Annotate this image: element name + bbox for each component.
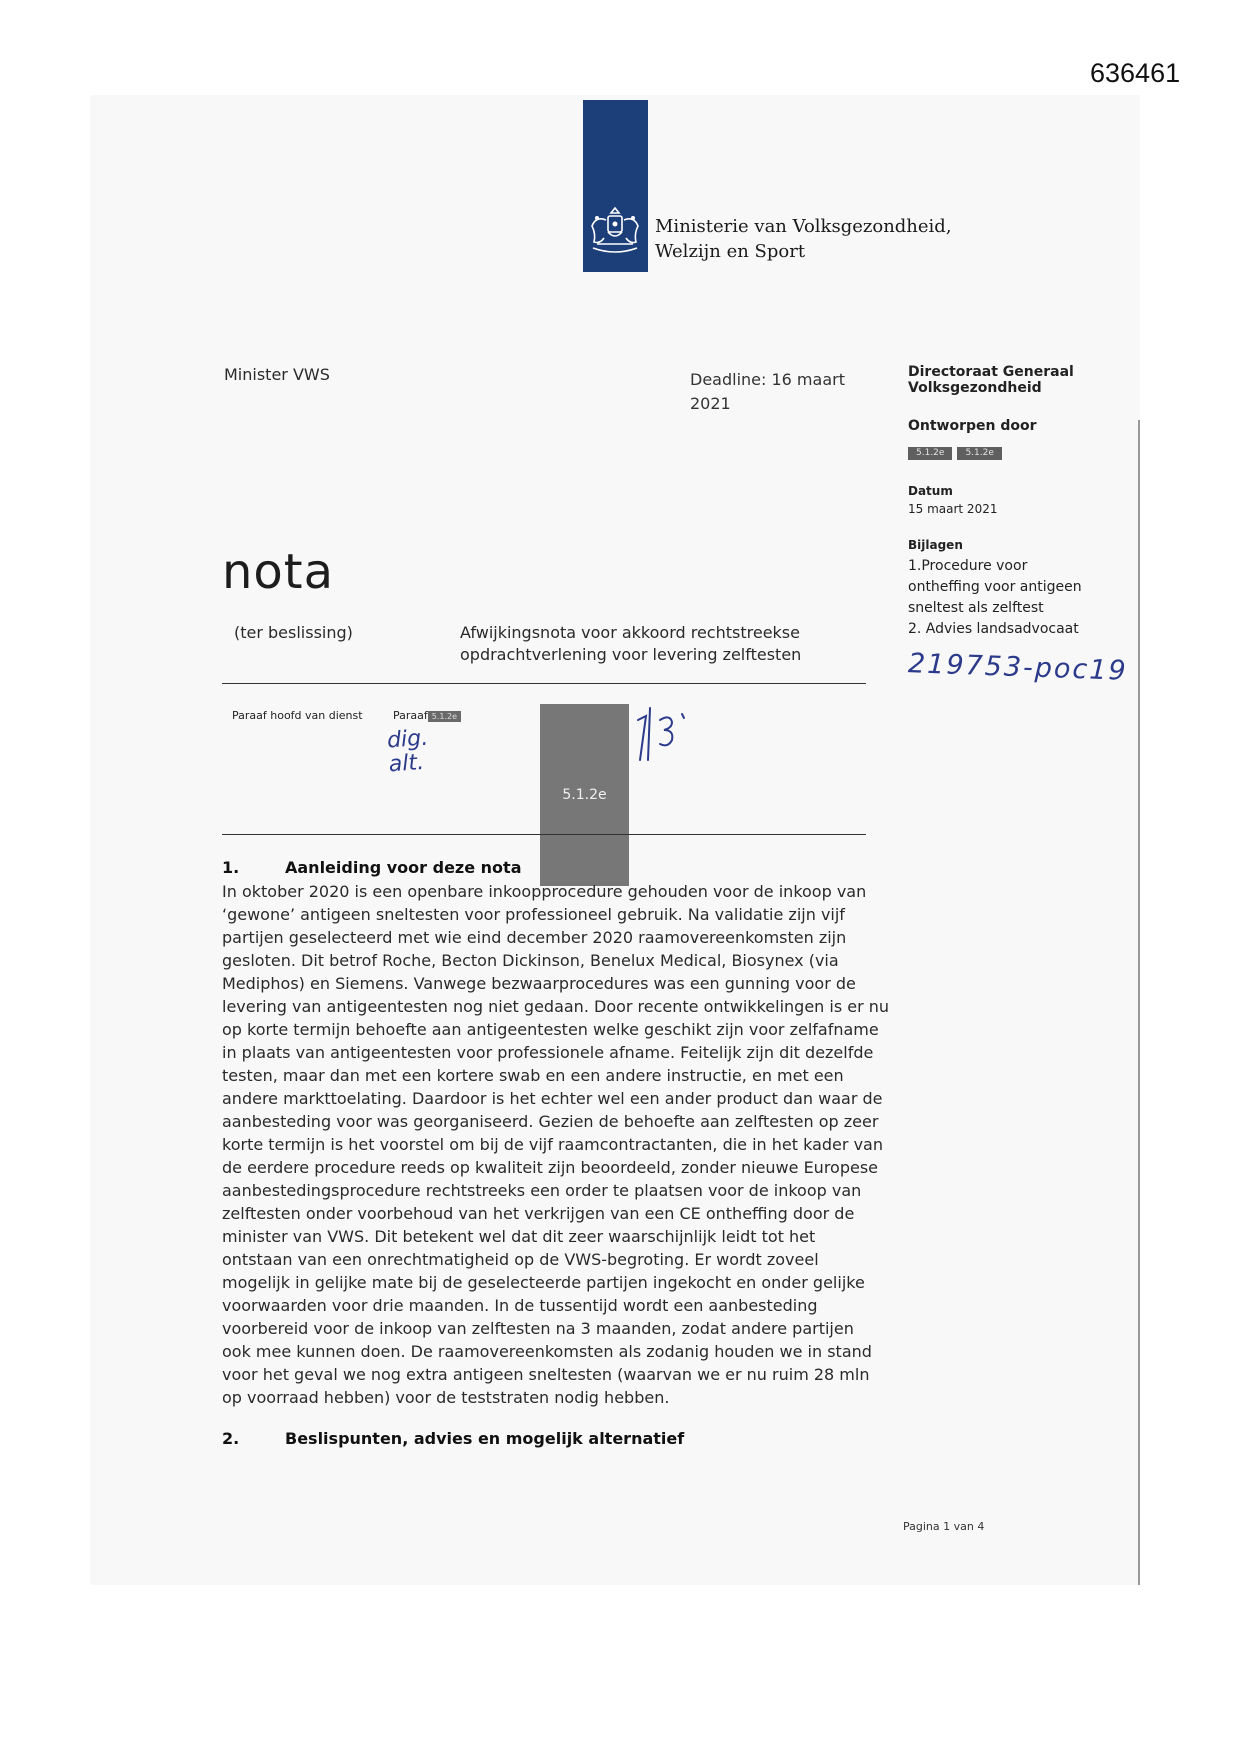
document-type: (ter beslissing) — [234, 623, 353, 642]
body-line: In oktober 2020 is een openbare inkoopprocedure gehouden voor de inkoop van — [222, 882, 867, 901]
handwritten-initials-line1: dig. — [386, 725, 429, 754]
body-line: ontstaan van een onrechtmatigheid op de VWS-begroting. Er wordt zoveel — [222, 1250, 819, 1269]
subject — [460, 622, 801, 666]
attachments-label: Bijlagen — [908, 538, 963, 552]
body-line: in plaats van antigeentesten voor professionele afname. Feitelijk zijn dit dezelfde — [222, 1043, 874, 1062]
attachment-line: 1.Procedure voor — [908, 558, 1028, 574]
page-footer: Pagina 1 van 4 — [903, 1520, 985, 1533]
handwritten-initials-line2: alt. — [387, 749, 425, 778]
document-number: 636461 — [1090, 58, 1181, 88]
head-paraaf-label: Paraaf hoofd van dienst — [232, 709, 363, 722]
paraaf-redaction: 5.1.2e — [428, 711, 461, 722]
body-line: partijen geselecteerd met wie eind december 2020 raamovereenkomsten zijn — [222, 928, 847, 947]
body-line: aanbestedingsprocedure rechtstreeks een order te plaatsen voor de inkoop van — [222, 1181, 862, 1200]
designed-by-label: Ontworpen door — [908, 418, 1037, 434]
body-line: gesloten. Dit betrof Roche, Becton Dickinson, Benelux Medical, Biosynex (via — [222, 951, 839, 970]
body-line: op korte termijn behoefte aan antigeentesten welke geschikt zijn voor zelfafname — [222, 1020, 879, 1039]
document-title: nota — [222, 544, 335, 600]
signature-redaction — [540, 704, 629, 886]
signature-redaction-label: 5.1.2e — [562, 787, 607, 803]
body-line: ‘gewone’ antigeen sneltesten voor professioneel gebruik. Na validatie zijn vijf — [222, 905, 845, 924]
body-line: de eerdere procedure reeds op kwaliteit zijn beoordeeld, zonder nieuwe Europese — [222, 1158, 879, 1177]
section1-body — [222, 880, 889, 1409]
section1-heading — [222, 858, 521, 877]
section2-heading — [222, 1429, 684, 1448]
paraaf-label — [393, 709, 461, 722]
scan-edge-line — [1138, 420, 1140, 1585]
date-value: 15 maart 2021 — [908, 502, 998, 516]
redaction-box: 5.1.2e — [908, 447, 952, 460]
body-line: Mediphos) en Siemens. Vanwege bezwaarprocedures was een gunning voor de — [222, 974, 856, 993]
section1-number: 1. — [222, 858, 240, 877]
ministry-name-line1: Ministerie van Volksgezondheid, — [655, 216, 952, 237]
recipient: Minister VWS — [224, 365, 330, 384]
section1-title: Aanleiding voor deze nota — [285, 858, 522, 877]
redaction-box: 5.1.2e — [957, 447, 1001, 460]
subject-line2: opdrachtverlening voor levering zelftesten — [460, 645, 802, 664]
attachment-line: ontheffing voor antigeen — [908, 579, 1082, 595]
body-line: voor het geval we nog extra antigeen sneltesten (waarvan we er nu ruim 28 mln — [222, 1365, 870, 1384]
paraaf-label-text: Paraaf — [393, 709, 428, 722]
divider — [222, 834, 866, 835]
royal-crest-icon — [585, 204, 645, 258]
divider — [222, 683, 866, 684]
body-line: levering van antigeentesten nog niet gedaan. Door recente ontwikkelingen is er nu — [222, 997, 890, 1016]
handwritten-date — [634, 700, 714, 780]
ministry-name-line2: Welzijn en Sport — [655, 241, 806, 262]
directorate-line1: Directoraat Generaal — [908, 364, 1074, 380]
section2-number: 2. — [222, 1429, 240, 1448]
attachment-line: 2. Advies landsadvocaat — [908, 621, 1079, 637]
body-line: korte termijn is het voorstel om bij de vijf raamcontractanten, die in het kader van — [222, 1135, 883, 1154]
designed-by-redactions — [908, 440, 1007, 460]
directorate-line2: Volksgezondheid — [908, 380, 1042, 396]
deadline: Deadline: 16 maart 2021 — [690, 370, 845, 413]
attachment-line: sneltest als zelftest — [908, 600, 1044, 616]
ministry-name — [655, 214, 952, 264]
body-line: testen, maar dan met een kortere swab en een andere instructie, en met een — [222, 1066, 844, 1085]
handwritten-initials — [386, 727, 430, 778]
body-line: andere markttoelating. Daardoor is het echter wel een ander product dan waar de — [222, 1089, 883, 1108]
body-line: voorbereid voor de inkoop van zelftesten na 3 maanden, zodat andere partijen — [222, 1319, 854, 1338]
attachments-list — [908, 556, 1108, 640]
subject-line1: Afwijkingsnota voor akkoord rechtstreekse — [460, 623, 800, 642]
handwritten-reference-number: 219753-poc19 — [907, 648, 1129, 687]
date-label: Datum — [908, 484, 953, 498]
body-line: minister van VWS. Dit betekent wel dat dit zeer waarschijnlijk leidt tot het — [222, 1227, 816, 1246]
body-line: op voorraad hebben) voor de teststraten nodig hebben. — [222, 1388, 670, 1407]
body-line: zelftesten onder voorbehoud van het verkrijgen van een CE ontheffing door de — [222, 1204, 855, 1223]
body-line: voorwaarden voor drie maanden. In de tussentijd wordt een aanbesteding — [222, 1296, 818, 1315]
body-line: mogelijk in gelijke mate bij de geselecteerde partijen ingekocht en onder gelijke — [222, 1273, 865, 1292]
body-line: aanbesteding voor was georganiseerd. Gezien de behoefte aan zelftesten op zeer — [222, 1112, 879, 1131]
body-line: ook mee kunnen doen. De raamovereenkomsten als zodanig houden we in stand — [222, 1342, 872, 1361]
directorate — [908, 364, 1138, 396]
section2-title: Beslispunten, advies en mogelijk alternatief — [285, 1429, 685, 1448]
